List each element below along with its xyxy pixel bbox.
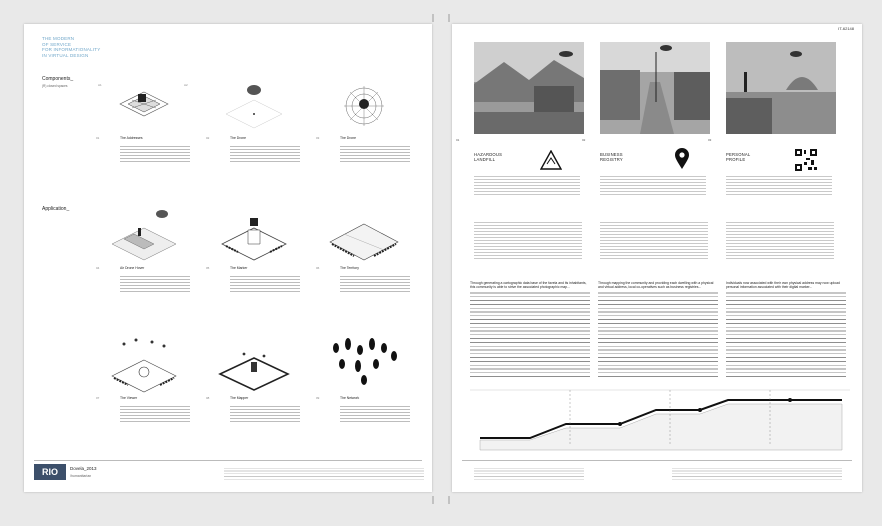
card-title-line: HAZARDOUS <box>474 152 503 157</box>
caption-number: 04 <box>96 266 100 270</box>
footer-note-left <box>474 466 584 480</box>
business-street-image <box>600 42 710 134</box>
card-title <box>474 152 502 162</box>
column-text: Through generating a cartographic data base of the favela and its inhabitants, this community is able to strive the associated photographic map... <box>470 282 590 290</box>
caption-title: The Territory <box>340 266 359 270</box>
network-people-diagram <box>314 334 414 394</box>
card-title-line: BUSINESS <box>600 152 623 157</box>
caption-body <box>340 274 410 294</box>
caption-title: The Addresses <box>120 136 143 140</box>
caption-number: 07 <box>96 396 100 400</box>
card-title-line: REGISTRY <box>600 157 623 162</box>
card-title-line: PROFILE <box>726 157 746 162</box>
caption-title: The Viewer <box>120 396 138 400</box>
card-number: 03 <box>708 138 712 142</box>
caption-number: 02 <box>206 136 210 140</box>
qr-code-icon <box>794 148 818 172</box>
card-title-line: PERSONAL <box>726 152 751 157</box>
crop-marks <box>431 0 451 526</box>
footer-subtitle: /humanitarian <box>70 474 92 478</box>
hazard-triangle-icon <box>540 150 562 170</box>
isometric-grid-diagram <box>94 74 194 134</box>
caption-number: 03 <box>316 136 320 140</box>
caption-body <box>230 274 300 294</box>
application-cell-1 <box>94 204 194 322</box>
caption-body <box>120 274 190 294</box>
application-cell-5 <box>204 334 304 452</box>
caption-body <box>230 144 300 164</box>
card-fields <box>600 174 706 196</box>
card-title <box>600 152 623 162</box>
footer-title: Dovela_2013 <box>70 466 97 471</box>
card-fields <box>474 174 580 196</box>
isometric-mapper-diagram <box>204 334 304 394</box>
isometric-block-diagram <box>94 204 194 264</box>
footer-rule <box>34 460 422 461</box>
caption-title: Air Drone Hover <box>120 266 145 270</box>
column-text: Through mapping the community and providing each dwelling with a physical and virtual address, local co-operatives such as business registries... <box>598 282 718 290</box>
landfill-photo-image <box>474 42 584 134</box>
header-line: IN VIRTUAL DESIGN <box>42 52 89 58</box>
left-page <box>24 24 432 492</box>
application-cell-3 <box>314 204 414 322</box>
component-cell-drone-2 <box>314 74 414 192</box>
card-fields <box>726 174 832 196</box>
card-title-line: LANDFILL <box>474 157 496 162</box>
application-cell-2 <box>204 204 304 322</box>
header-line: OF SERVICE <box>42 41 72 47</box>
footer-rule <box>462 460 852 461</box>
footer-note-right <box>672 466 842 480</box>
isometric-drone-diagram <box>204 74 304 134</box>
caption-number: 01 <box>96 136 100 140</box>
caption-number: 05 <box>206 266 210 270</box>
radial-target-diagram <box>314 74 414 134</box>
section-title: Components_ <box>42 76 74 82</box>
component-cell-drone-1 <box>204 74 304 192</box>
application-cell-6 <box>314 334 414 452</box>
caption-body <box>230 404 300 424</box>
rooftop-view-image <box>726 42 836 134</box>
column-text: Individuals now associated with their own physical address may now upload personal information associated with their digital marker... <box>726 282 846 290</box>
isometric-territory-diagram <box>314 204 414 264</box>
header-line: FOR INFORMATIONALITY <box>42 47 101 52</box>
caption-body <box>120 404 190 424</box>
footer-note <box>224 466 424 480</box>
section-title: Application_ <box>42 206 70 212</box>
caption-number: 06 <box>316 266 320 270</box>
photo-landfill <box>474 42 584 134</box>
section-components <box>42 76 73 88</box>
caption-title: The Network <box>340 396 360 400</box>
terrain-section-diagram <box>470 380 850 460</box>
caption-title: The Mapper <box>230 396 249 400</box>
caption-title: The Drone <box>230 136 247 140</box>
isometric-marker-diagram <box>204 204 304 264</box>
photo-business <box>600 42 710 134</box>
card-notes <box>600 220 708 260</box>
svg-text:A2: A2 <box>184 83 188 87</box>
right-page <box>452 24 862 492</box>
card-notes <box>474 220 582 260</box>
section-application <box>42 206 69 212</box>
caption-body <box>340 404 410 424</box>
card-title <box>726 152 750 162</box>
caption-number: 09 <box>316 396 320 400</box>
svg-text:A1: A1 <box>98 83 102 87</box>
card-notes <box>726 220 834 260</box>
card-number: 01 <box>456 138 460 142</box>
caption-body <box>120 144 190 164</box>
map-pin-icon <box>674 148 690 170</box>
caption-title: The Drone <box>340 136 357 140</box>
component-cell-addresses <box>94 74 194 192</box>
card-number: 02 <box>582 138 586 142</box>
header-line: THE MODERN <box>42 36 75 41</box>
caption-body <box>340 144 410 164</box>
application-cell-4 <box>94 334 194 452</box>
page-number: IT-62148 <box>838 26 854 31</box>
caption-number: 08 <box>206 396 210 400</box>
rio-logo: RIO <box>34 464 66 480</box>
caption-title: The Marker <box>230 266 248 270</box>
photo-personal <box>726 42 836 134</box>
section-note: (R) closed spaces <box>42 84 68 88</box>
page-header <box>42 36 152 58</box>
isometric-viewer-diagram <box>94 334 194 394</box>
